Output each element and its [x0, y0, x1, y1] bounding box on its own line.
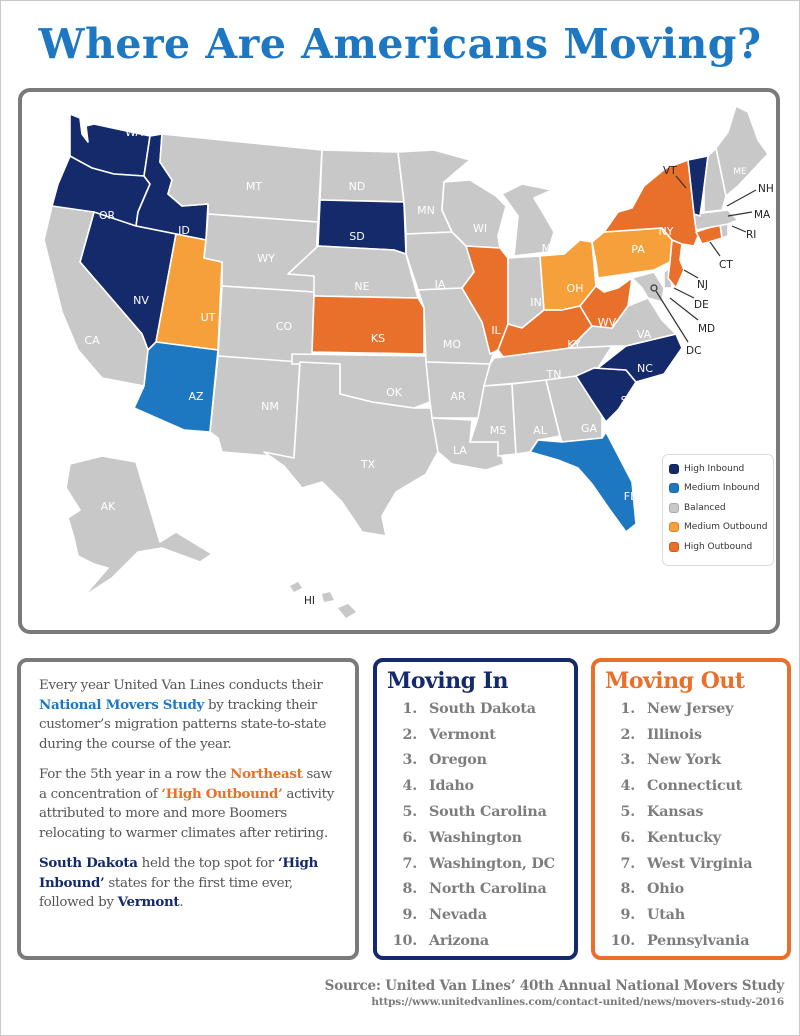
- rank: 7.: [620, 855, 635, 872]
- label-wa: WA: [125, 126, 143, 139]
- state-name: Illinois: [647, 726, 702, 743]
- label-oh: OH: [566, 282, 584, 295]
- info-box: [17, 658, 359, 960]
- rank: 2.: [620, 726, 635, 743]
- state-fl: [530, 432, 636, 532]
- info-paragraph-2: [39, 765, 341, 843]
- legend-item-balanced: [669, 498, 773, 518]
- label-nh: NH: [758, 183, 774, 195]
- label-la: LA: [453, 444, 467, 457]
- page-title: Where Are Americans Moving?: [38, 20, 762, 68]
- label-ct: CT: [719, 259, 733, 271]
- text: saw a concentration of: [39, 767, 332, 802]
- rank: 9.: [402, 907, 417, 924]
- highlight-high-inbound: ‘High Inbound’: [39, 855, 318, 891]
- state-name: Nevada: [429, 907, 487, 924]
- list-item: [603, 799, 787, 825]
- list-item: [385, 902, 574, 928]
- state-name: New Jersey: [647, 700, 734, 717]
- list-item: [603, 928, 787, 954]
- list-item: [385, 773, 574, 799]
- label-mn: MN: [417, 204, 435, 217]
- label-ny: NY: [658, 225, 674, 238]
- label-ma: MA: [754, 209, 771, 221]
- moving-in-title: Moving In: [387, 668, 508, 694]
- label-ga: GA: [580, 422, 598, 435]
- label-va: VA: [636, 328, 652, 341]
- label-mo: MO: [442, 338, 462, 351]
- rank: 9.: [620, 907, 635, 924]
- label-wv: WV: [597, 316, 617, 329]
- highlight-high-outbound: ‘High Outbound’: [161, 785, 283, 802]
- rank: 10.: [392, 933, 417, 950]
- label-az: AZ: [188, 390, 204, 403]
- text: held the top spot for: [137, 856, 278, 871]
- label-hi: HI: [304, 595, 315, 607]
- label-al: AL: [533, 424, 547, 437]
- label-pa: PA: [631, 243, 645, 256]
- list-item: [603, 722, 787, 748]
- source-citation: [325, 978, 784, 1008]
- text: Every year United Van Lines conducts their: [39, 678, 323, 693]
- list-item: [385, 722, 574, 748]
- label-ks: KS: [370, 332, 386, 345]
- state-md: [632, 272, 664, 302]
- state-name: South Dakota: [429, 700, 536, 717]
- moving-out-title: Moving Out: [605, 668, 745, 694]
- moving-out-list: [591, 658, 791, 960]
- list-item: [603, 825, 787, 851]
- state-name: Washington, DC: [429, 855, 555, 872]
- label-mi: MI: [541, 242, 555, 255]
- legend-item-high-outbound: [669, 537, 773, 557]
- label-dc: DC: [686, 345, 702, 357]
- label-ok: OK: [386, 386, 402, 399]
- label-nd: ND: [348, 180, 366, 193]
- label-in: IN: [530, 296, 542, 309]
- state-name: New York: [647, 752, 721, 769]
- source-text: Source: United Van Lines’ 40th Annual National Movers Study: [324, 978, 784, 994]
- label-fl: FL: [623, 490, 637, 503]
- list-item: [385, 799, 574, 825]
- label-ut: UT: [200, 311, 216, 324]
- rank: 4.: [620, 778, 635, 795]
- label-md: MD: [698, 323, 716, 335]
- text: activity attributed to more and more Boomers relocating to warmer climates after retiring.: [39, 786, 334, 841]
- source-url: https://www.unitedvanlines.com/contact-united/news/movers-study-2016: [371, 996, 784, 1008]
- label-sc: SC: [620, 394, 636, 407]
- label-me: ME: [733, 167, 747, 177]
- rank: 1.: [620, 700, 635, 717]
- highlight-vermont: Vermont: [117, 894, 180, 910]
- label-ri: RI: [746, 229, 757, 241]
- state-name: Pennsylvania: [647, 933, 750, 950]
- state-name: Idaho: [429, 778, 474, 795]
- highlight-national-movers-study: National Movers Study: [39, 696, 205, 713]
- rank: 4.: [402, 778, 417, 795]
- label-il: IL: [491, 324, 501, 337]
- info-paragraph-1: [39, 676, 341, 754]
- list-item: [603, 696, 787, 722]
- label-wy: WY: [257, 252, 275, 265]
- list-item: [385, 696, 574, 722]
- state-name: Washington: [429, 829, 522, 846]
- text: by tracking their customer’s migration patterns state-to-state during the course of the year.: [39, 697, 327, 752]
- highlight-northeast: Northeast: [230, 766, 303, 782]
- label-ne: NE: [354, 280, 370, 293]
- label-ia: IA: [434, 278, 446, 291]
- rank: 8.: [402, 881, 417, 898]
- legend-item-medium-outbound: [669, 518, 773, 538]
- rank: 3.: [402, 752, 417, 769]
- list-item: [385, 825, 574, 851]
- swatch-medium-inbound: [669, 483, 679, 493]
- state-name: Oregon: [429, 752, 487, 769]
- rank: 10.: [610, 933, 635, 950]
- label-vt: VT: [663, 165, 677, 177]
- state-name: Kansas: [647, 804, 704, 821]
- label-sd: SD: [349, 230, 365, 243]
- swatch-high-inbound: [669, 464, 679, 474]
- state-name: Kentucky: [647, 829, 721, 846]
- highlight-south-dakota: South Dakota: [39, 855, 138, 871]
- rank: 5.: [402, 804, 417, 821]
- map-frame: [18, 88, 780, 634]
- state-name: South Carolina: [429, 804, 547, 821]
- label-ar: AR: [450, 390, 466, 403]
- label-de: DE: [694, 299, 709, 311]
- list-item: [385, 928, 574, 954]
- label-tn: TN: [546, 368, 562, 381]
- list-item: [603, 877, 787, 903]
- legend-label: High Inbound: [684, 463, 745, 474]
- state-az: [134, 342, 218, 432]
- rank: 2.: [402, 726, 417, 743]
- state-name: Arizona: [429, 933, 489, 950]
- info-paragraph-3: [39, 854, 341, 913]
- swatch-balanced: [669, 503, 679, 513]
- label-nc: NC: [637, 362, 653, 375]
- moving-in-list: [373, 658, 578, 960]
- label-id: ID: [178, 224, 190, 237]
- rank: 7.: [402, 855, 417, 872]
- state-name: North Carolina: [429, 881, 547, 898]
- state-name: Vermont: [429, 726, 496, 743]
- state-ri: [720, 224, 728, 238]
- legend-label: High Outbound: [684, 541, 753, 552]
- list-item: [603, 748, 787, 774]
- list-item: [385, 748, 574, 774]
- map-legend: [662, 454, 774, 566]
- label-ms: MS: [489, 424, 507, 437]
- list-item: [385, 851, 574, 877]
- label-ky: KY: [567, 338, 581, 351]
- label-tx: TX: [360, 458, 376, 471]
- text: states for the first time ever, followed by: [39, 875, 293, 910]
- list-item: [603, 902, 787, 928]
- rank: 3.: [620, 752, 635, 769]
- state-ak: [66, 456, 212, 596]
- list-item: [603, 851, 787, 877]
- state-ks: [312, 296, 424, 354]
- text: .: [179, 895, 184, 910]
- state-name: West Virginia: [647, 855, 753, 872]
- label-ak: AK: [100, 500, 116, 513]
- legend-item-high-inbound: [669, 459, 773, 479]
- label-mt: MT: [245, 180, 263, 193]
- label-nj: NJ: [697, 279, 708, 291]
- legend-label: Medium Outbound: [684, 522, 768, 533]
- rank: 6.: [620, 829, 635, 846]
- state-name: Utah: [647, 907, 685, 924]
- rank: 1.: [402, 700, 417, 717]
- state-co: [218, 286, 314, 364]
- label-wi: WI: [472, 222, 488, 235]
- list-item: [603, 773, 787, 799]
- swatch-high-outbound: [669, 542, 679, 552]
- label-nv: NV: [133, 294, 149, 307]
- swatch-medium-outbound: [669, 522, 679, 532]
- legend-label: Medium Inbound: [684, 483, 760, 494]
- rank: 6.: [402, 829, 417, 846]
- state-nd: [320, 150, 404, 202]
- rank: 5.: [620, 804, 635, 821]
- text: For the 5th year in a row the: [39, 767, 231, 782]
- legend-label: Balanced: [684, 502, 726, 513]
- state-nm: [210, 356, 300, 458]
- state-name: Ohio: [647, 881, 685, 898]
- state-name: Connecticut: [647, 778, 743, 795]
- label-nm: NM: [261, 400, 279, 413]
- list-item: [385, 877, 574, 903]
- rank: 8.: [620, 881, 635, 898]
- label-co: CO: [275, 320, 293, 333]
- label-ca: CA: [84, 334, 100, 347]
- label-or: OR: [98, 209, 116, 222]
- legend-item-medium-inbound: [669, 479, 773, 499]
